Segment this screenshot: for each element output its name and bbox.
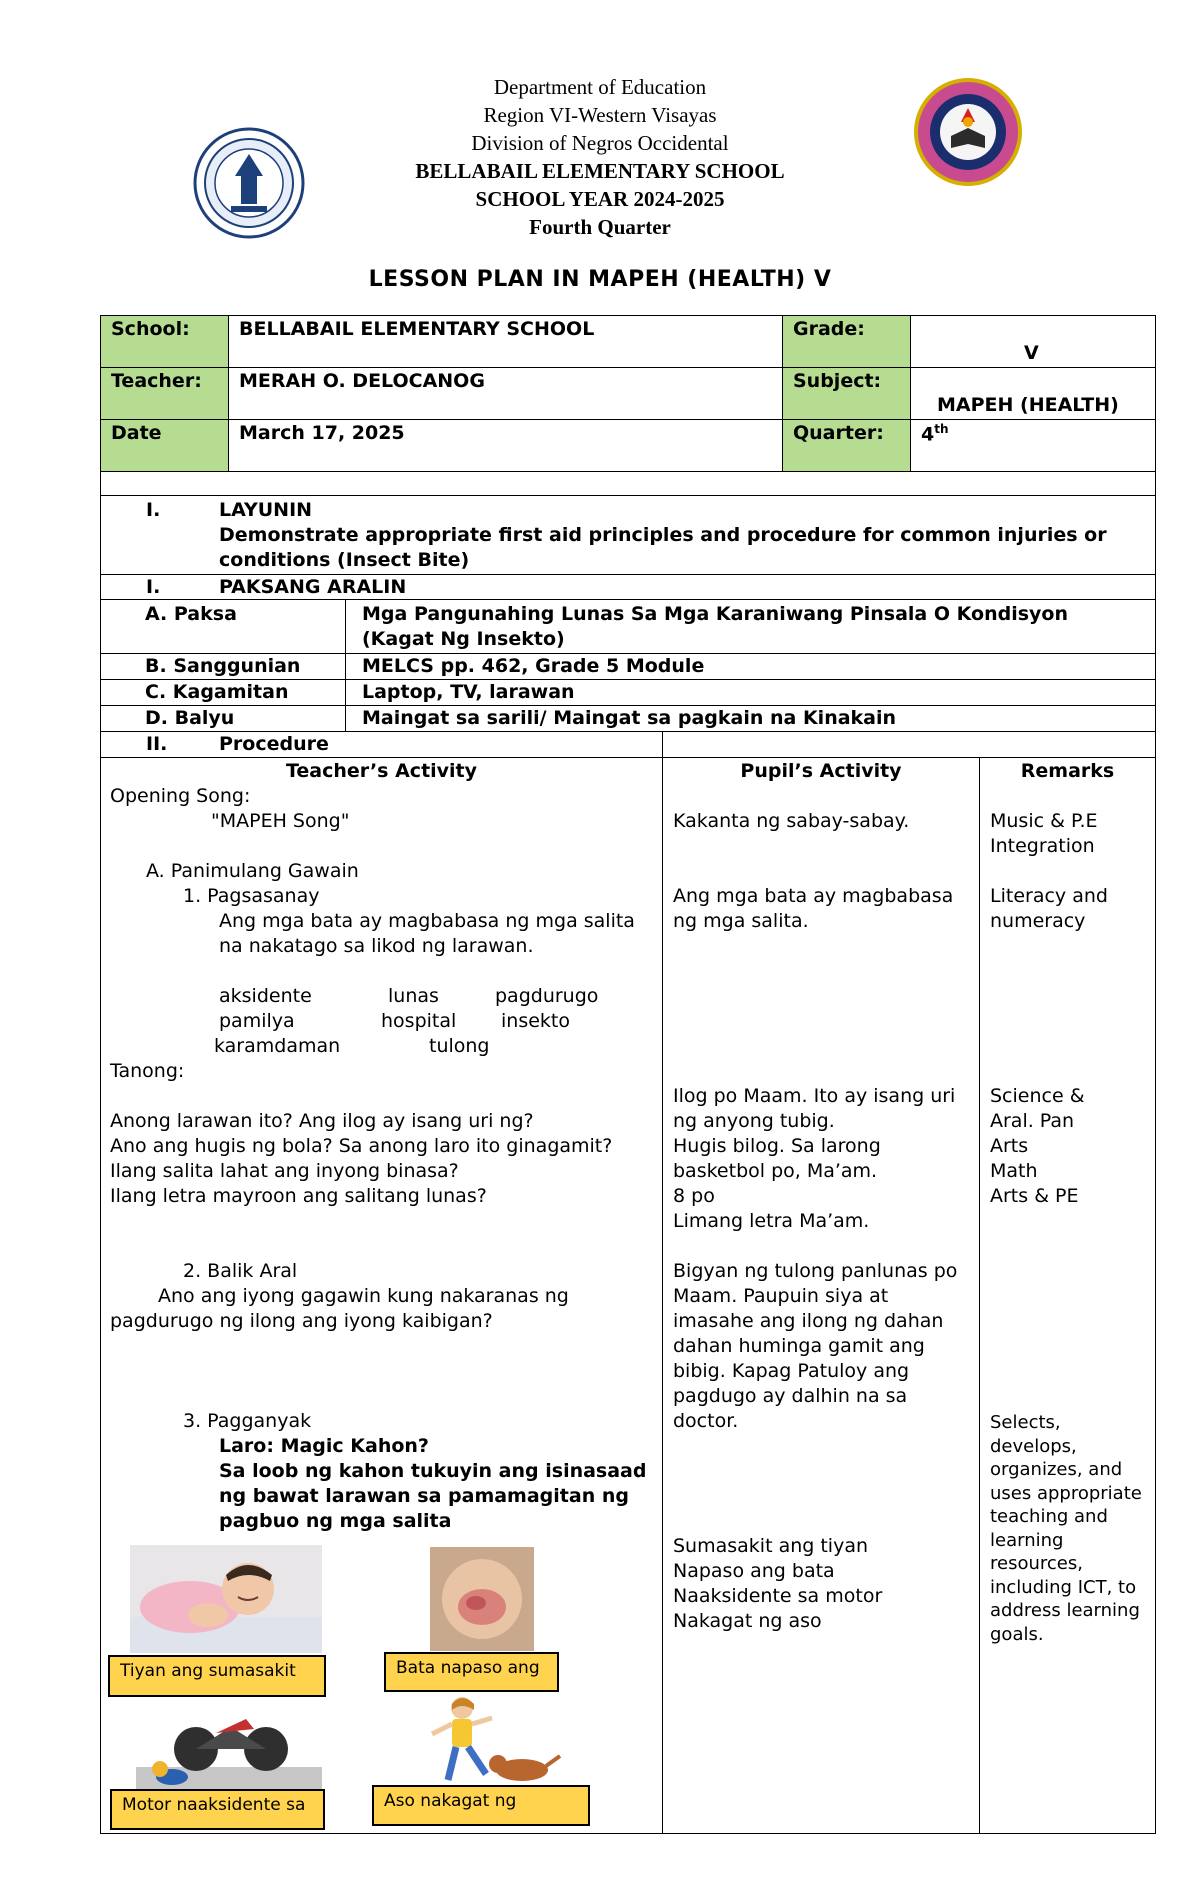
info-subject-label: Subject:: [793, 370, 882, 392]
header-division: Division of Negros Occidental: [471, 131, 729, 155]
tanong-label: Tanong:: [110, 1060, 185, 1082]
pagganyak-instructions-1: Sa loob ng kahon tukuyin ang isinasaad: [219, 1460, 647, 1482]
procedure-heading: Procedure: [219, 733, 329, 755]
caption-motor: Motor naaksidente sa: [110, 1789, 325, 1830]
caption-aso: Aso nakagat ng: [372, 1785, 590, 1826]
pupil-response-3b: ng anyong tubig.: [673, 1110, 835, 1132]
header-school-year: SCHOOL YEAR 2024-2025: [475, 187, 725, 211]
question-4: Ilang letra mayroon ang salitang lunas?: [110, 1185, 487, 1207]
word-karamdaman: karamdaman: [214, 1035, 341, 1057]
procedure-numeral: II.: [146, 733, 168, 755]
pupil-response-5d: Nakagat ng aso: [673, 1610, 822, 1632]
word-pamilya: pamilya: [219, 1010, 295, 1032]
pupil-response-2b: ng mga salita.: [673, 910, 809, 932]
school-logo: [913, 78, 1023, 186]
picture-stomach-ache: [130, 1545, 322, 1653]
remark-3a: Science &: [990, 1085, 1085, 1107]
question-2: Ano ang hugis ng bola? Sa anong laro ito ginagamit?: [110, 1135, 613, 1157]
header-school: BELLABAIL ELEMENTARY SCHOOL: [415, 159, 785, 183]
col-remarks: Remarks: [1020, 760, 1115, 782]
remark-3e: Arts & PE: [990, 1185, 1079, 1207]
info-school-value: BELLABAIL ELEMENTARY SCHOOL: [239, 318, 595, 340]
pupil-response-5b: Napaso ang bata: [673, 1560, 835, 1582]
word-tulong: tulong: [429, 1035, 490, 1057]
objectives-text-2: conditions (Insect Bite): [219, 549, 470, 571]
pupil-response-4b: Maam. Paupuin siya at: [673, 1285, 889, 1307]
objectives-heading: LAYUNIN: [219, 499, 313, 521]
pupil-response-4g: doctor.: [673, 1410, 739, 1432]
info-quarter-value: 4th: [921, 422, 949, 446]
col-teacher-activity: Teacher’s Activity: [285, 760, 478, 782]
blank-row: [100, 471, 1156, 496]
col-pupil-activity: Pupil’s Activity: [740, 760, 902, 782]
subject-matter-numeral: I.: [146, 576, 161, 598]
pupil-response-4c: imasahe ang ilong ng dahan: [673, 1310, 944, 1332]
word-hospital: hospital: [381, 1010, 457, 1032]
pagganyak-instructions-3: pagbuo ng mga salita: [219, 1510, 452, 1532]
remark-3b: Aral. Pan: [990, 1110, 1075, 1132]
pupil-response-3c: Hugis bilog. Sa larong: [673, 1135, 881, 1157]
word-lunas: lunas: [388, 985, 439, 1007]
pagganyak-game-title: Laro: Magic Kahon?: [219, 1435, 429, 1457]
question-3: Ilang salita lahat ang inyong binasa?: [110, 1160, 459, 1182]
kagamitan-label: C. Kagamitan: [145, 681, 289, 703]
balyu-value: Maingat sa sarili/ Maingat sa pagkain na Kinakain: [362, 707, 897, 729]
balik-aral-heading: 2. Balik Aral: [183, 1260, 298, 1282]
caption-tiyan: Tiyan ang sumasakit: [108, 1655, 326, 1697]
remark-3d: Math: [990, 1160, 1038, 1182]
balik-aral-line-2: pagdurugo ng ilong ang iyong kaibigan?: [110, 1310, 493, 1332]
balyu-label: D. Balyu: [145, 707, 235, 729]
question-1: Anong larawan ito? Ang ilog ay isang uri ng?: [110, 1110, 534, 1132]
procedure-blank-cell: [662, 731, 1156, 758]
pupil-response-3e: 8 po: [673, 1185, 715, 1207]
kagamitan-value: Laptop, TV, larawan: [362, 681, 575, 703]
info-grade-value: V: [1024, 342, 1039, 364]
info-subject-value: MAPEH (HEALTH): [937, 394, 1119, 416]
header-region: Region VI-Western Visayas: [483, 103, 717, 127]
info-date-value: March 17, 2025: [239, 422, 405, 444]
pagganyak-heading: 3. Pagganyak: [183, 1410, 312, 1432]
pupil-response-3d: basketbol po, Ma’am.: [673, 1160, 878, 1182]
header-dept: Department of Education: [493, 75, 707, 99]
pagsasanay-line-1: Ang mga bata ay magbabasa ng mga salita: [219, 910, 635, 932]
pupil-response-4e: bibig. Kapag Patuloy ang: [673, 1360, 910, 1382]
remark-3c: Arts: [990, 1135, 1029, 1157]
remark-1a: Music & P.E: [990, 810, 1098, 832]
caption-napaso: Bata napaso ang: [384, 1652, 559, 1692]
opening-song-label: Opening Song:: [110, 785, 251, 807]
info-teacher-label: Teacher:: [111, 370, 202, 392]
paksa-value-2: (Kagat Ng Insekto): [362, 628, 565, 650]
word-aksidente: aksidente: [219, 985, 312, 1007]
procedure-label-cell: [100, 731, 663, 758]
balik-aral-line-1: Ano ang iyong gagawin kung nakaranas ng: [158, 1285, 569, 1307]
opening-song-title: "MAPEH Song": [211, 810, 350, 832]
paksa-label: A. Paksa: [145, 603, 237, 625]
header-quarter: Fourth Quarter: [529, 215, 671, 239]
sanggunian-label: B. Sanggunian: [145, 655, 301, 677]
panimulang-gawain-heading: A. Panimulang Gawain: [146, 860, 359, 882]
word-pagdurugo: pagdurugo: [495, 985, 599, 1007]
objectives-numeral: I.: [146, 499, 161, 521]
pupil-response-3f: Limang letra Ma’am.: [673, 1210, 870, 1232]
info-grade-label: Grade:: [793, 318, 865, 340]
word-insekto: insekto: [501, 1010, 570, 1032]
info-quarter-label: Quarter:: [793, 422, 884, 444]
info-date-label: Date: [111, 422, 162, 444]
remark-2a: Literacy and: [990, 885, 1108, 907]
picture-motor-accident: [136, 1697, 322, 1797]
remark-4: Selects, develops, organizes, and uses appropriate teaching and learning resources, including ICT, to address learning goals.: [990, 1412, 1142, 1645]
pupil-response-5a: Sumasakit ang tiyan: [673, 1535, 869, 1557]
paksa-value-1: Mga Pangunahing Lunas Sa Mga Karaniwang Pinsala O Kondisyon: [362, 603, 1068, 625]
sanggunian-value: MELCS pp. 462, Grade 5 Module: [362, 655, 705, 677]
pupil-response-3a: Ilog po Maam. Ito ay isang uri: [673, 1085, 956, 1107]
pupil-response-1: Kakanta ng sabay-sabay.: [673, 810, 910, 832]
subject-matter-heading: PAKSANG ARALIN: [219, 576, 407, 598]
page-title: LESSON PLAN IN MAPEH (HEALTH) V: [368, 267, 832, 292]
pupil-response-5c: Naaksidente sa motor: [673, 1585, 883, 1607]
info-school-label: School:: [111, 318, 190, 340]
pupil-response-4f: pagdugo ay dalhin na sa: [673, 1385, 908, 1407]
picture-burned-child: [430, 1547, 534, 1651]
objectives-text-1: Demonstrate appropriate first aid principles and procedure for common injuries or: [219, 524, 1107, 546]
pagganyak-instructions-2: ng bawat larawan sa pamamagitan ng: [219, 1485, 629, 1507]
picture-dog-bite: [410, 1694, 570, 1792]
info-teacher-value: MERAH O. DELOCANOG: [239, 370, 485, 392]
pagsasanay-heading: 1. Pagsasanay: [183, 885, 320, 907]
pupil-response-4d: dahan huminga gamit ang: [673, 1335, 925, 1357]
pupil-response-4a: Bigyan ng tulong panlunas po: [673, 1260, 958, 1282]
remark-2b: numeracy: [990, 910, 1086, 932]
pupil-response-2a: Ang mga bata ay magbabasa: [673, 885, 954, 907]
remark-1b: Integration: [990, 835, 1095, 857]
pagsasanay-line-2: na nakatago sa likod ng larawan.: [219, 935, 534, 957]
